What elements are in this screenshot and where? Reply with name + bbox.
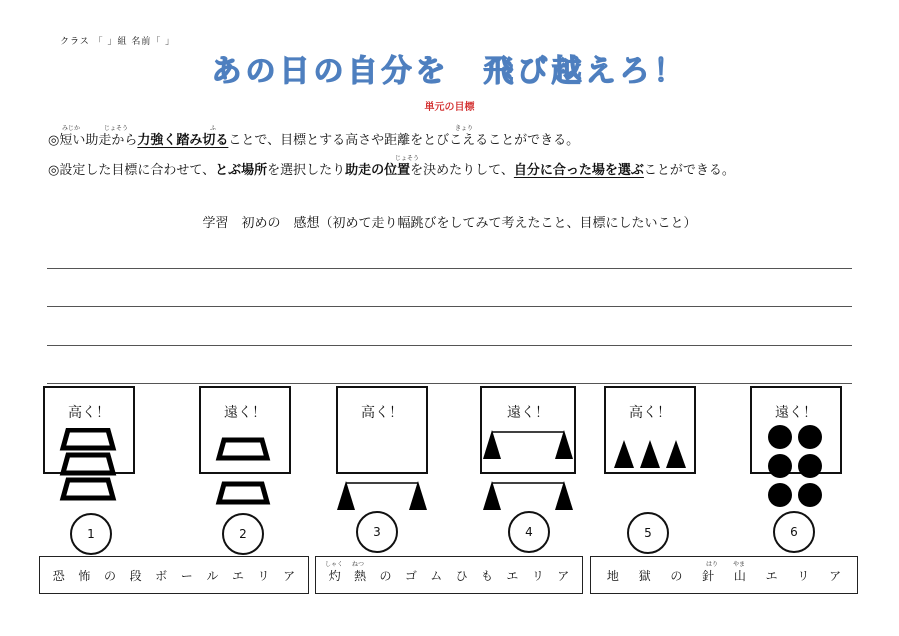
area-1-char: 恐 xyxy=(52,568,65,583)
station-3-label: 高く！ xyxy=(361,405,403,421)
area-3-char: エ xyxy=(765,568,778,583)
area-2-char: ひ xyxy=(455,568,468,583)
ruby-josou-2: じょそう xyxy=(395,155,420,162)
ruby-mijika: みじか xyxy=(62,125,81,132)
area-2-char: ム xyxy=(430,568,443,583)
area-3-char: 針 xyxy=(702,568,715,583)
area-label-3 xyxy=(590,556,858,594)
station-4-number: 4 xyxy=(508,511,550,553)
ruby-kyori: きょり xyxy=(455,125,474,132)
goal-1-strong: 力強く踏み切る xyxy=(137,133,229,148)
area-1-char: の xyxy=(103,568,116,583)
goal-2-post: ことができる。 xyxy=(643,163,735,178)
area-3-char: 地 xyxy=(606,568,619,583)
goal-line-1 xyxy=(48,129,579,148)
rubber-band-icon-upper xyxy=(480,428,576,464)
rubber-band-icon xyxy=(334,478,430,514)
station-1-number: 1 xyxy=(70,513,112,555)
goal-label: 単元の目標 xyxy=(424,102,475,113)
area-3-char: 山 xyxy=(733,568,746,583)
writing-line-1[interactable] xyxy=(47,268,852,269)
station-3-box xyxy=(336,386,428,474)
area-1-char: ア xyxy=(283,568,296,583)
area-3-char: 獄 xyxy=(638,568,651,583)
station-6-number: 6 xyxy=(773,511,815,553)
writing-line-3[interactable] xyxy=(47,345,852,346)
area-1-char: リ xyxy=(257,568,270,583)
cardboard-pair-icon xyxy=(212,436,274,508)
dot-grid-icon xyxy=(764,424,826,508)
station-3-number: 3 xyxy=(356,511,398,553)
area-2-char: 灼 xyxy=(328,568,341,583)
area-2-char: ア xyxy=(557,568,570,583)
area-2-char: ゴ xyxy=(404,568,417,583)
ruby-hari: はり xyxy=(706,561,719,568)
station-1-label: 高く！ xyxy=(68,405,110,421)
cardboard-stack-icon xyxy=(58,428,118,504)
ruby-shaku: しゃく xyxy=(325,561,344,568)
spike-row-icon xyxy=(612,438,688,470)
area-3-char: の xyxy=(670,568,683,583)
area-label-2 xyxy=(315,556,583,594)
area-1-char: エ xyxy=(231,568,244,583)
area-2-char: 熱 xyxy=(354,568,367,583)
area-label-1 xyxy=(39,556,309,594)
station-2-label: 遠く！ xyxy=(224,405,266,421)
goal-2-strong-1: とぶ場所 xyxy=(215,163,268,178)
goal-2-strong-3: 自分に合った場を選ぶ xyxy=(513,163,644,178)
area-3-char: ア xyxy=(829,568,842,583)
ruby-netsu: ねつ xyxy=(352,561,365,568)
station-5-label: 高く！ xyxy=(629,405,671,421)
goal-1-post: ことで、目標とする高さや距離をとびこえることができる。 xyxy=(228,133,580,148)
rubber-band-icon-lower xyxy=(480,478,576,514)
station-6-label: 遠く！ xyxy=(775,405,817,421)
goal-2-mid-2: を決めたりして、 xyxy=(410,163,514,178)
writing-line-2[interactable] xyxy=(47,306,852,307)
area-2-char: エ xyxy=(506,568,519,583)
area-1-char: ー xyxy=(180,568,193,583)
area-1-char: 怖 xyxy=(78,568,91,583)
reflection-prompt: 学習 初めの 感想（初めて走り幅跳びをしてみて考えたこと、目標にしたいこと） xyxy=(202,216,697,231)
goal-2-strong-2: 助走の位置 xyxy=(345,163,411,178)
area-3-char: リ xyxy=(797,568,810,583)
goal-2-mid-1: を選択したり xyxy=(267,163,346,178)
goal-1-pre: ◎短い助走から xyxy=(48,133,138,148)
area-1-char: ル xyxy=(206,568,219,583)
station-2-number: 2 xyxy=(222,513,264,555)
ruby-fu: ふ xyxy=(210,125,217,132)
station-4-label: 遠く！ xyxy=(507,405,549,421)
ruby-yama: やま xyxy=(733,561,746,568)
area-1-char: 段 xyxy=(129,568,142,583)
area-1-char: ボ xyxy=(155,568,168,583)
ruby-josou: じょそう xyxy=(104,125,129,132)
area-2-char: リ xyxy=(531,568,544,583)
page-title: あの日の自分を 飛び越えろ！ xyxy=(211,54,688,89)
writing-line-4[interactable] xyxy=(47,383,852,384)
class-name-line: クラス 「 」組 名前「 」 xyxy=(60,37,176,47)
goal-line-2 xyxy=(48,159,735,178)
goal-2-pre: ◎設定した目標に合わせて、 xyxy=(48,163,216,178)
area-2-char: も xyxy=(481,568,494,583)
area-2-char: の xyxy=(379,568,392,583)
station-5-number: 5 xyxy=(627,512,669,554)
